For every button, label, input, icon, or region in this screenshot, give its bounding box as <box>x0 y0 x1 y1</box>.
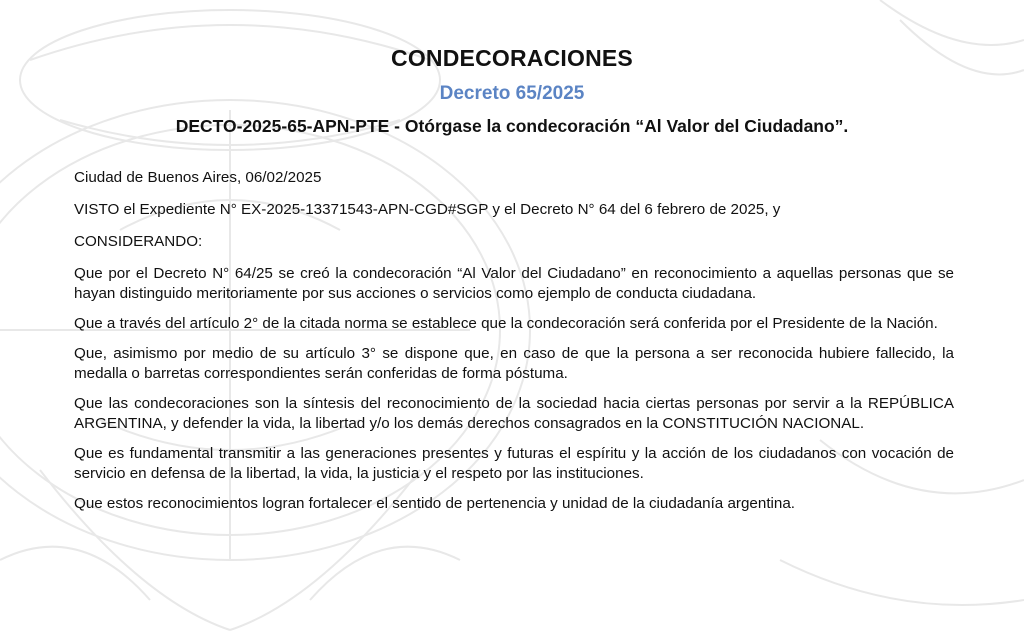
considerando-paragraph: Que las condecoraciones son la síntesis del reconocimiento de la sociedad hacia ciertas personas por servir a la REPÚBLICA ARGENTINA, y defender la vida, la libertad y/o los demás derechos consagrados en la CONSTITUCIÓN NACIONAL. <box>74 395 954 432</box>
considerando-paragraph: Que es fundamental transmitir a las generaciones presentes y futuras el espíritu y la acción de los ciudadanos con vocación de servicio en defensa de la libertad, la vida, la justicia y el respeto por las instituciones. <box>74 445 954 482</box>
document-title: CONDECORACIONES <box>391 45 633 71</box>
considerando-paragraph: Que, asimismo por medio de su artículo 3° se dispone que, en caso de que la persona a ser reconocida hubiere fallecido, la medalla o barretas correspondientes serán conferidas de forma póstuma. <box>74 345 954 382</box>
decree-body <box>74 168 954 514</box>
considerando-label: CONSIDERANDO: <box>74 233 203 250</box>
considerando-paragraph: Que estos reconocimientos logran fortalecer el sentido de pertenencia y unidad de la ciudadanía argentina. <box>74 495 796 512</box>
considerando-paragraph: Que por el Decreto N° 64/25 se creó la condecoración “Al Valor del Ciudadano” en reconocimiento a aquellas personas que se hayan distinguido meritoriamente por sus acciones o servicios como ejemplo de conducta ciudadana. <box>74 265 954 302</box>
considerando-paragraph: Que a través del artículo 2° de la citada norma se establece que la condecoración será conferida por el Presidente de la Nación. <box>74 315 938 332</box>
decree-heading: DECTO-2025-65-APN-PTE - Otórgase la condecoración “Al Valor del Ciudadano”. <box>175 116 849 136</box>
visto-paragraph: VISTO el Expediente N° EX-2025-13371543-APN-CGD#SGP y el Decreto N° 64 del 6 febrero de 2025, y <box>74 201 781 218</box>
decree-number: Decreto 65/2025 <box>439 83 585 104</box>
place-date: Ciudad de Buenos Aires, 06/02/2025 <box>74 169 322 186</box>
